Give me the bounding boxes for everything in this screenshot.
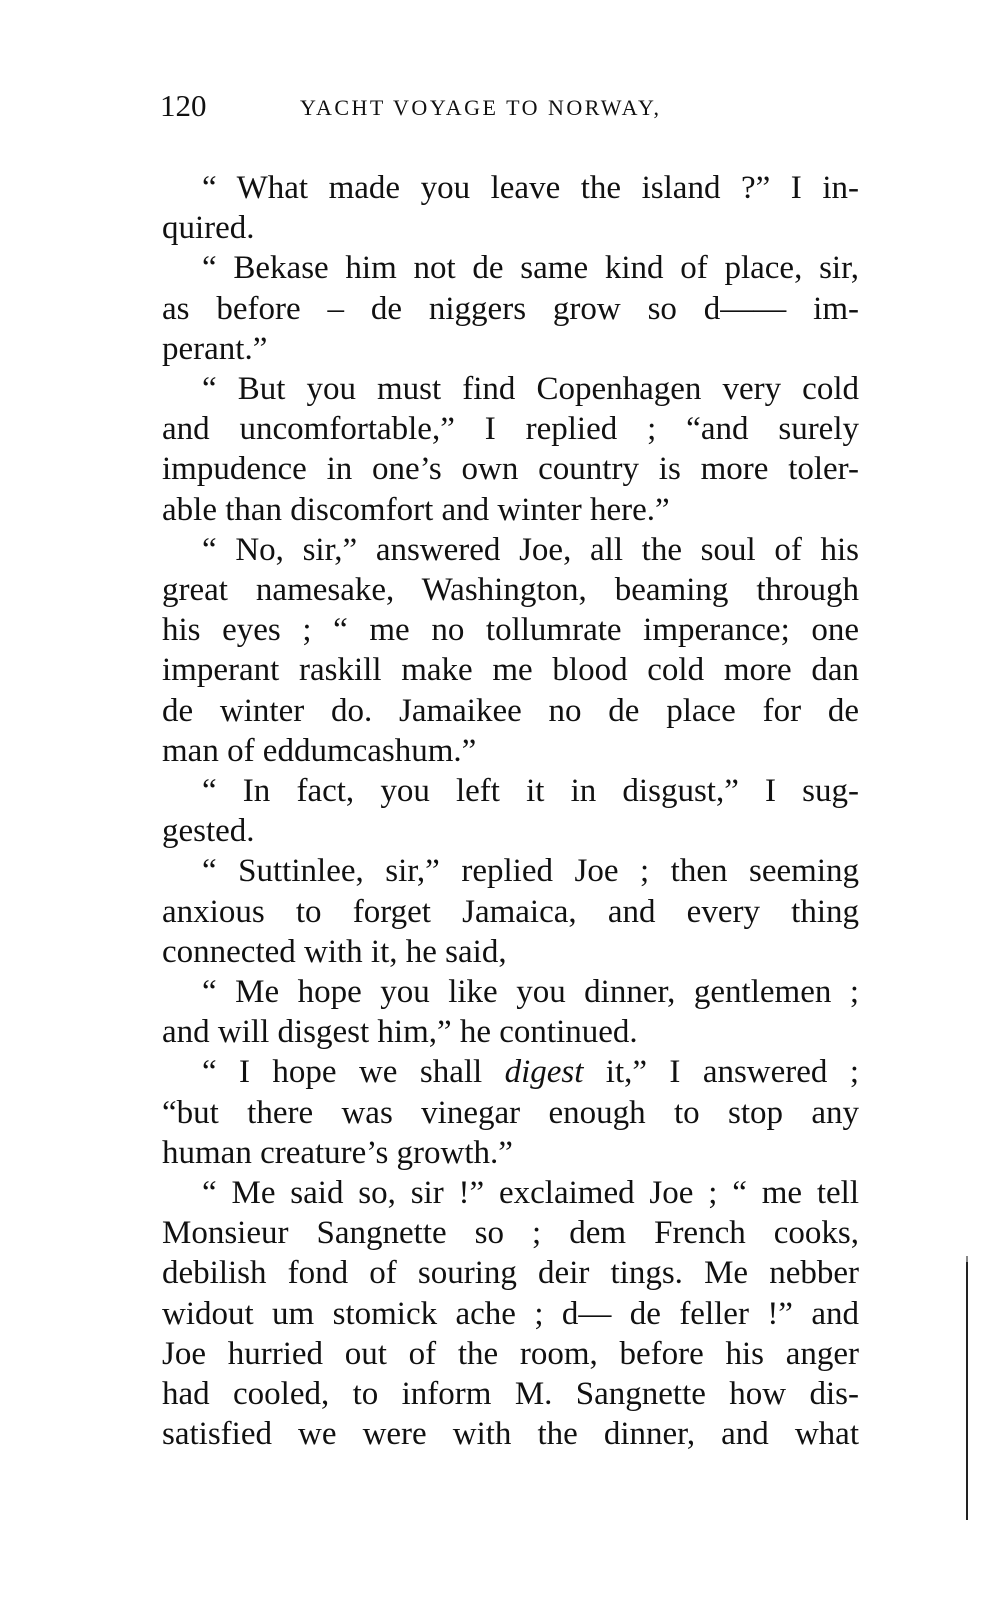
text-line: gested. <box>162 813 255 849</box>
text-line: “but there was vinegar enough to stop any <box>162 1095 859 1131</box>
text-line: Monsieur Sangnette so ; dem French cooks, <box>162 1215 859 1251</box>
text-line: able than discomfort and winter here.” <box>162 492 670 528</box>
text-line: and uncomfortable,” I replied ; “and surely <box>162 411 859 447</box>
text-line: “ In fact, you left it in disgust,” I sug- <box>202 773 859 809</box>
text-line: man of eddumcashum.” <box>162 733 477 769</box>
running-title: YACHT VOYAGE TO NORWAY, <box>300 95 662 120</box>
text-line: “ Suttinlee, sir,” replied Joe ; then seeming <box>202 853 859 889</box>
text-line: human creature’s growth.” <box>162 1135 513 1171</box>
text-line: imperant raskill make me blood cold more dan <box>162 652 859 688</box>
page-number: 120 <box>160 88 207 123</box>
text-line: “ I hope we shall digest it,” I answered ; <box>202 1054 859 1090</box>
text-line: anxious to forget Jamaica, and every thing <box>162 894 859 930</box>
text-line: “ But you must find Copenhagen very cold <box>202 371 859 407</box>
text-line: “ Me hope you like you dinner, gentlemen ; <box>202 974 859 1010</box>
text-line: his eyes ; “ me no tollumrate imperance; one <box>162 612 859 648</box>
text-line: “ Bekase him not de same kind of place, sir, <box>202 250 859 286</box>
text-line: quired. <box>162 210 255 246</box>
text-line: perant.” <box>162 331 268 367</box>
text-line: and will disgest him,” he continued. <box>162 1014 638 1050</box>
text-line: impudence in one’s own country is more toler- <box>162 451 859 487</box>
text-line: satisfied we were with the dinner, and what <box>162 1416 859 1452</box>
text-line: great namesake, Washington, beaming through <box>162 572 859 608</box>
text-line: Joe hurried out of the room, before his anger <box>162 1336 859 1372</box>
text-line: debilish fond of souring deir tings. Me nebber <box>162 1255 859 1291</box>
emphasis: digest <box>504 1054 584 1090</box>
text-line: de winter do. Jamaikee no de place for de <box>162 693 859 729</box>
margin-rule <box>966 1262 968 1520</box>
text-line: connected with it, he said, <box>162 934 507 970</box>
text-line: “ No, sir,” answered Joe, all the soul of his <box>202 532 859 568</box>
text-line: “ Me said so, sir !” exclaimed Joe ; “ me tell <box>202 1175 859 1211</box>
text-line: widout um stomick ache ; d— de feller !” and <box>162 1296 859 1332</box>
text-line: had cooled, to inform M. Sangnette how dis- <box>162 1376 859 1412</box>
text-line: “ What made you leave the island ?” I in- <box>202 170 859 206</box>
running-head <box>160 88 860 128</box>
text-line: as before – de niggers grow so d—— im- <box>162 291 859 327</box>
